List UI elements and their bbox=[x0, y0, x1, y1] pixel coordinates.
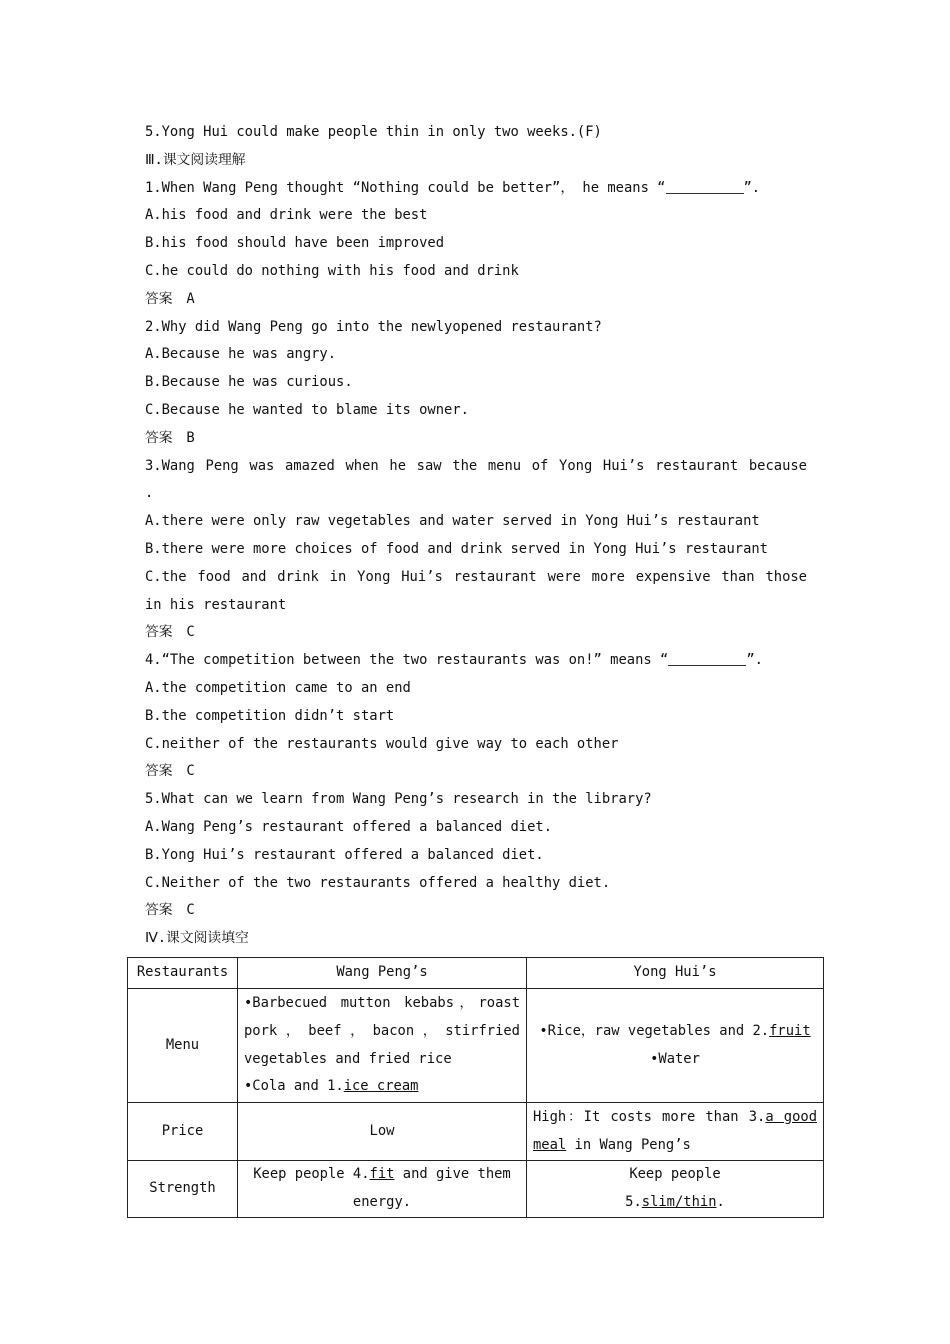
label: •Cola and 1. bbox=[244, 1078, 344, 1095]
line-text: Ⅲ.课文阅读理解 bbox=[145, 151, 246, 168]
line-text: ”. bbox=[746, 652, 763, 669]
line-text: 4.“The competition between the two restaurants was on!” means “ bbox=[145, 652, 669, 669]
text-line bbox=[145, 870, 807, 898]
text-line bbox=[145, 453, 807, 481]
text-line bbox=[145, 675, 807, 703]
menu-item bbox=[533, 1018, 817, 1046]
row-label: Strength bbox=[128, 1161, 238, 1218]
answer: slim/thin bbox=[641, 1194, 717, 1210]
line-text: 答案 C bbox=[145, 902, 195, 919]
line-text: B.Because he was curious. bbox=[145, 374, 353, 391]
label: and give them energy. bbox=[352, 1166, 511, 1210]
label: in Wang Peng’s bbox=[566, 1136, 691, 1153]
table-row-price bbox=[128, 1103, 824, 1161]
line-text: A.there were only raw vegetables and water served in Yong Hui’s restaurant bbox=[145, 513, 760, 530]
label: . bbox=[716, 1194, 725, 1210]
text-line bbox=[145, 897, 807, 925]
text-line bbox=[145, 814, 807, 842]
text-line bbox=[145, 786, 807, 814]
answer: fruit bbox=[769, 1022, 811, 1039]
line-text: A.Because he was angry. bbox=[145, 346, 337, 363]
row-label: Menu bbox=[128, 989, 238, 1103]
line-text: C.Because he wanted to blame its owner. bbox=[145, 401, 469, 418]
text-line bbox=[145, 425, 807, 453]
text-line bbox=[145, 258, 807, 286]
line-text: 2.Why did Wang Peng go into the newlyopened restaurant? bbox=[145, 318, 602, 335]
text-line bbox=[145, 925, 807, 953]
text-line bbox=[145, 619, 807, 647]
text-line bbox=[145, 230, 807, 258]
line-text: B.there were more choices of food and drink served in Yong Hui’s restaurant bbox=[145, 540, 768, 557]
line-text: 1.When Wang Peng thought “Nothing could be better”， he means “ bbox=[145, 179, 666, 196]
text-line bbox=[145, 842, 807, 870]
text-line bbox=[145, 703, 807, 731]
text-line bbox=[145, 286, 807, 314]
text-line bbox=[145, 647, 807, 675]
reading-fill-table bbox=[127, 957, 824, 1218]
line-text: C.Neither of the two restaurants offered a healthy diet. bbox=[145, 874, 611, 891]
question-text bbox=[145, 119, 807, 953]
text-line bbox=[145, 202, 807, 230]
line-text: C.the food and drink in Yong Hui’s restaurant were more expensive than those bbox=[145, 568, 807, 585]
text-line bbox=[145, 480, 807, 508]
text-line bbox=[145, 731, 807, 759]
cell bbox=[238, 989, 527, 1103]
menu-item: •Barbecued mutton kebabs，roast pork，beef，bacon，stirfried vegetables and fried rice bbox=[244, 994, 520, 1067]
line-text: B.Yong Hui’s restaurant offered a balanced diet. bbox=[145, 846, 544, 863]
label: Keep people bbox=[629, 1166, 721, 1183]
header-cell: Yong Hui’s bbox=[527, 958, 824, 989]
line-text: . bbox=[145, 485, 154, 502]
line-text: in his restaurant bbox=[145, 596, 287, 613]
line-text: B.his food should have been improved bbox=[145, 235, 445, 252]
header-cell: Restaurants bbox=[128, 958, 238, 989]
answer-blank bbox=[666, 179, 744, 194]
row-label: Price bbox=[128, 1103, 238, 1161]
text-line bbox=[145, 397, 807, 425]
line-text: 答案 B bbox=[145, 429, 195, 446]
table-header-row bbox=[128, 958, 824, 989]
text-line bbox=[145, 564, 807, 592]
cell bbox=[527, 1161, 824, 1218]
line-text: C.he could do nothing with his food and drink bbox=[145, 262, 519, 279]
line-text: 5.Yong Hui could make people thin in only two weeks.(F) bbox=[145, 124, 602, 140]
line-text: C.neither of the restaurants would give way to each other bbox=[145, 735, 619, 752]
answer: fit bbox=[369, 1166, 395, 1183]
text-line bbox=[145, 536, 807, 564]
line-text: ”. bbox=[743, 179, 761, 196]
line-text: A.his food and drink were the best bbox=[145, 207, 428, 224]
text-line bbox=[145, 369, 807, 397]
menu-item: •Water bbox=[650, 1050, 700, 1067]
line-text: 答案 C bbox=[145, 624, 195, 641]
line-text: Ⅳ.课文阅读填空 bbox=[145, 930, 249, 947]
answer: ice cream bbox=[343, 1078, 419, 1095]
text-line bbox=[145, 508, 807, 536]
line-text: 答案 A bbox=[145, 290, 195, 307]
text-line bbox=[145, 175, 807, 203]
answer-blank bbox=[668, 651, 746, 666]
menu-item bbox=[244, 1073, 520, 1101]
text-line bbox=[145, 758, 807, 786]
table-row-menu bbox=[128, 989, 824, 1103]
header-cell: Wang Peng’s bbox=[238, 958, 527, 989]
line-text: 5.What can we learn from Wang Peng’s research in the library? bbox=[145, 791, 652, 808]
text-line bbox=[145, 119, 807, 147]
cell bbox=[527, 1103, 824, 1161]
text-line bbox=[145, 592, 807, 620]
label: Keep people 4. bbox=[253, 1166, 370, 1183]
line-text: B.the competition didn’t start bbox=[145, 707, 395, 724]
cell bbox=[527, 989, 824, 1103]
text-line bbox=[145, 314, 807, 342]
cell bbox=[238, 1161, 527, 1218]
label: High：It costs more than 3. bbox=[533, 1108, 766, 1125]
cell: Low bbox=[238, 1103, 527, 1161]
line-text: 3.Wang Peng was amazed when he saw the menu of Yong Hui’s restaurant because bbox=[145, 457, 807, 474]
table-row-strength bbox=[128, 1161, 824, 1218]
line-text: A.Wang Peng’s restaurant offered a balanced diet. bbox=[145, 818, 553, 835]
line-text: 答案 C bbox=[145, 763, 195, 780]
label: •Rice，raw vegetables and 2. bbox=[539, 1022, 770, 1039]
text-line bbox=[145, 341, 807, 369]
line-text: A.the competition came to an end bbox=[145, 679, 411, 696]
label: 5. bbox=[625, 1194, 642, 1210]
text-line bbox=[145, 147, 807, 175]
answer: a good meal bbox=[533, 1108, 817, 1153]
